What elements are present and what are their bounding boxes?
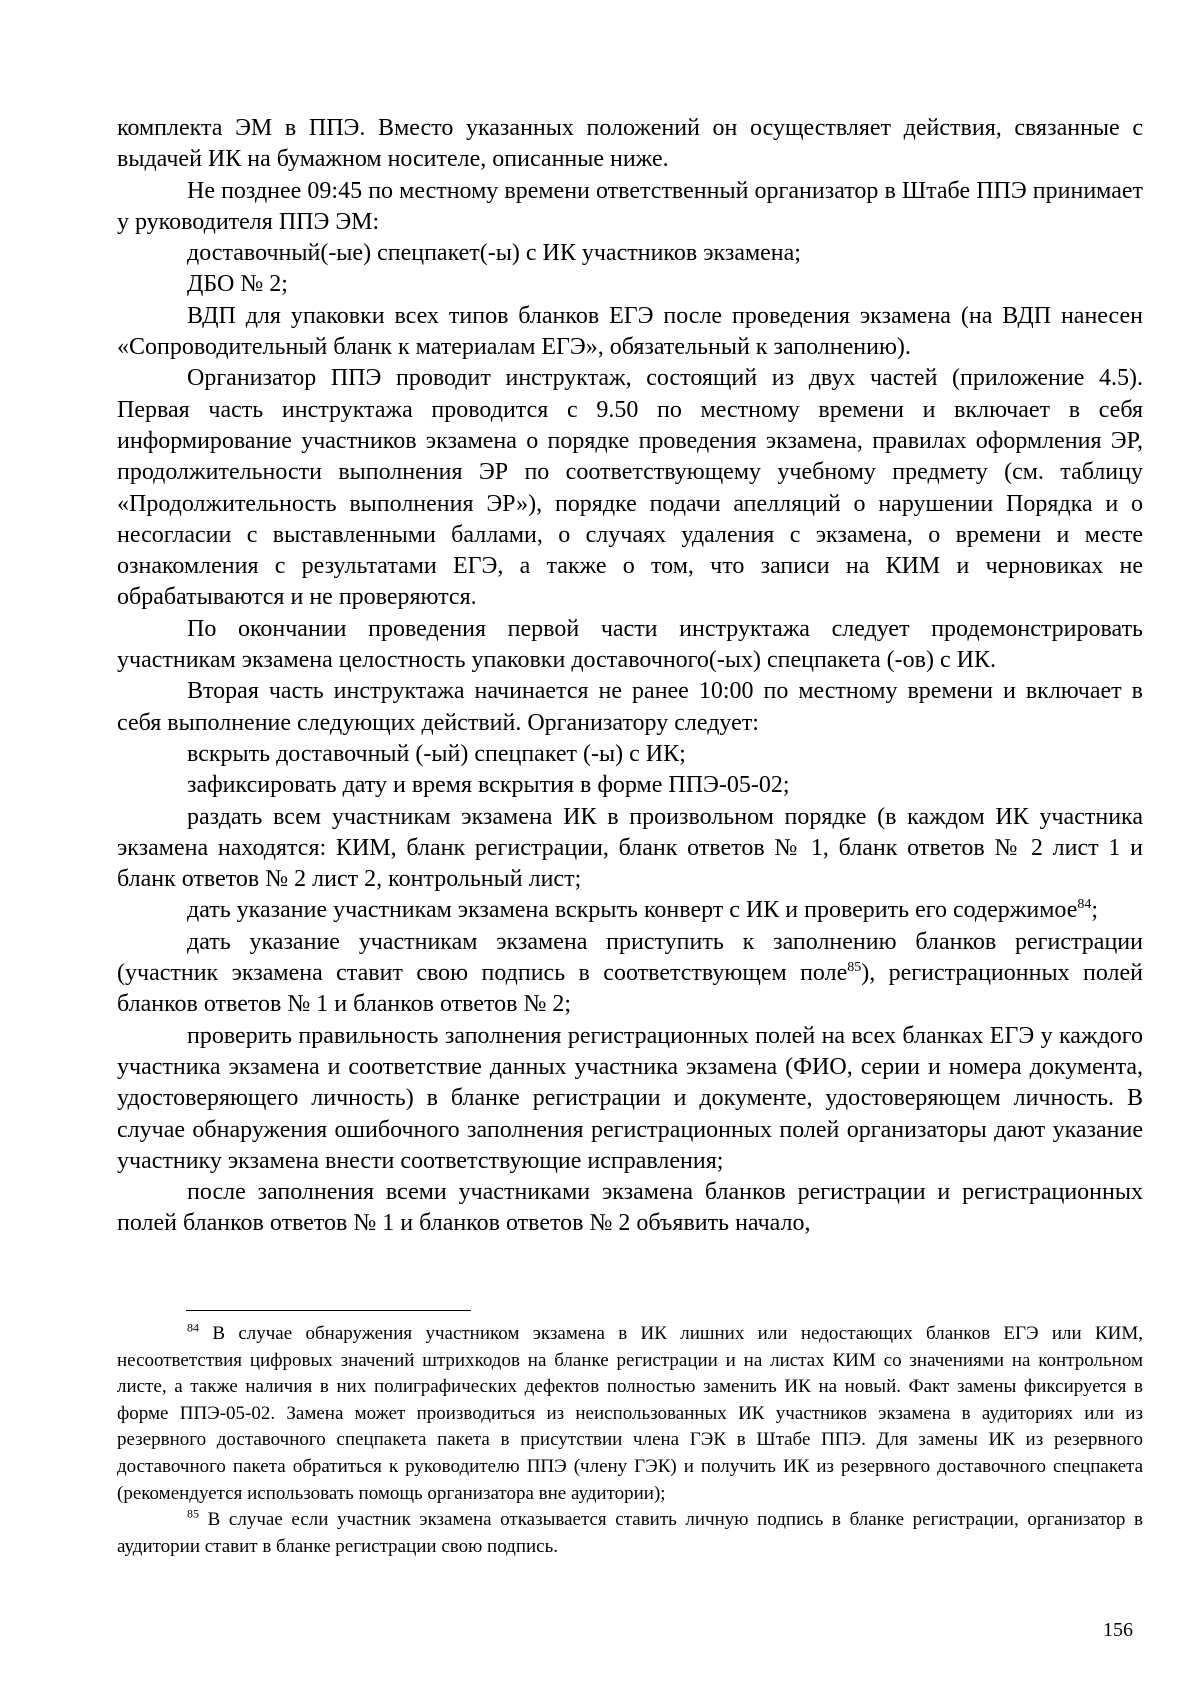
list-item: зафиксировать дату и время вскрытия в форме ППЭ-05-02; bbox=[187, 772, 790, 799]
footnote-84 bbox=[117, 1321, 1143, 1507]
list-item bbox=[117, 895, 1143, 926]
list-item-text: дать указание участникам экзамена приступить к заполнению бланков регистрации (участник экзамена ставит свою подпись в соответствующем поле bbox=[117, 928, 1143, 987]
list-item-text-end: ; bbox=[1091, 897, 1099, 924]
footnote-85 bbox=[117, 1507, 1143, 1560]
footnote-text: В случае если участник экзамена отказывается ставить личную подпись в бланке регистрации, организатор в аудитории ставит в бланке регистрации свою подпись. bbox=[117, 1509, 1143, 1557]
list-item bbox=[117, 927, 1143, 1021]
list-item: вскрыть доставочный (-ый) спецпакет (-ы) с ИК; bbox=[187, 740, 686, 767]
list-item: раздать всем участникам экзамена ИК в произвольном порядке (в каждом ИК участника экзамена находятся: КИМ, бланк регистрации, бланк ответов № 1, бланк ответов № 2 лист 1 и бланк ответов № 2 лист 2, контрольный лист; bbox=[117, 803, 1143, 893]
paragraph: комплекта ЭМ в ППЭ. Вместо указанных положений он осуществляет действия, связанные с выдачей ИК на бумажном носителе, описанные ниже. bbox=[117, 115, 1143, 173]
paragraph: По окончании проведения первой части инструктажа следует продемонстрировать участникам экзамена целостность упаковки доставочного(-ых) спецпакета (-ов) с ИК. bbox=[117, 615, 1143, 674]
list-item: после заполнения всеми участниками экзамена бланков регистрации и регистрационных полей бланков ответов № 1 и бланков ответов № 2 объявить начало, bbox=[117, 1179, 1143, 1237]
paragraph: Вторая часть инструктажа начинается не ранее 10:00 по местному времени и включает в себя выполнение следующих действий. Организатору следует: bbox=[117, 678, 1143, 736]
body-text bbox=[117, 113, 1143, 1240]
paragraph: Не позднее 09:45 по местному времени ответственный организатор в Штабе ППЭ принимает у руководителя ППЭ ЭМ: bbox=[117, 177, 1143, 235]
footnotes bbox=[117, 1321, 1143, 1560]
list-item-text-end: ), регистрационных полей бланков ответов № 1 и бланков ответов № 2; bbox=[117, 960, 1143, 1018]
paragraph: Организатор ППЭ проводит инструктаж, состоящий из двух частей (приложение 4.5). Первая часть инструктажа проводится с 9.50 по местному времени и включает в себя информирование участников экзамена о порядке проведения экзамена, правилах оформления ЭР, продолжительности выполнения ЭР по соответствующему учебному предмету (см. таблицу «Продолжительность выполнения ЭР»), порядке подачи апелляций о нарушении Порядка и о несогласии с выставленными баллами, о случаях удаления с экзамена, о времени и месте ознакомления с результатами ЕГЭ, а также о том, что записи на КИМ и черновиках не обрабатываются и не проверяются. bbox=[117, 365, 1143, 611]
footnote-text: В случае обнаружения участником экзамена в ИК лишних или недостающих бланков ЕГЭ или КИМ, несоответствия цифровых значений штрихкодов на бланке регистрации и на листах КИМ со значениями на контрольном листе, а также наличия в них полиграфических дефектов полностью заменить ИК на новый. Факт замены фиксируется в форме ППЭ-05-02. Замена может производиться из неиспользованных ИК участников экзамена в аудиториях или из резервного доставочного спецпакета пакета в присутствии члена ГЭК в Штабе ППЭ. Для замены ИК из резервного доставочного пакета обратиться к руководителю ППЭ (члену ГЭК) и получить ИК из резервного доставочного спецпакета (рекомендуется использовать помощь организатора вне аудитории); bbox=[117, 1323, 1143, 1504]
footnote-mark: 84 bbox=[187, 1320, 199, 1335]
footnote-ref-84[interactable]: 84 bbox=[1077, 897, 1092, 913]
footnote-ref-85[interactable]: 85 bbox=[847, 960, 862, 976]
list-item-text: дать указание участникам экзамена вскрыть конверт с ИК и проверить его содержимое bbox=[187, 897, 1078, 924]
list-item: ДБО № 2; bbox=[187, 271, 288, 298]
list-item: проверить правильность заполнения регистрационных полей на всех бланках ЕГЭ у каждого участника экзамена и соответствие данных участника экзамена (ФИО, серии и номера документа, удостоверяющего личность) в бланке регистрации и документе, удостоверяющем личность. В случае обнаружения ошибочного заполнения регистрационных полей организаторы дают указание участнику экзамена внести соответствующие исправления; bbox=[117, 1022, 1143, 1174]
page-number: 156 bbox=[1103, 1619, 1133, 1641]
footnote-mark: 85 bbox=[187, 1506, 199, 1521]
list-item: ВДП для упаковки всех типов бланков ЕГЭ после проведения экзамена (на ВДП нанесен «Сопроводительный бланк к материалам ЕГЭ», обязательный к заполнению). bbox=[117, 302, 1143, 361]
list-item: доставочный(-ые) спецпакет(-ы) с ИК участников экзамена; bbox=[187, 240, 801, 267]
footnote-divider bbox=[186, 1310, 471, 1311]
